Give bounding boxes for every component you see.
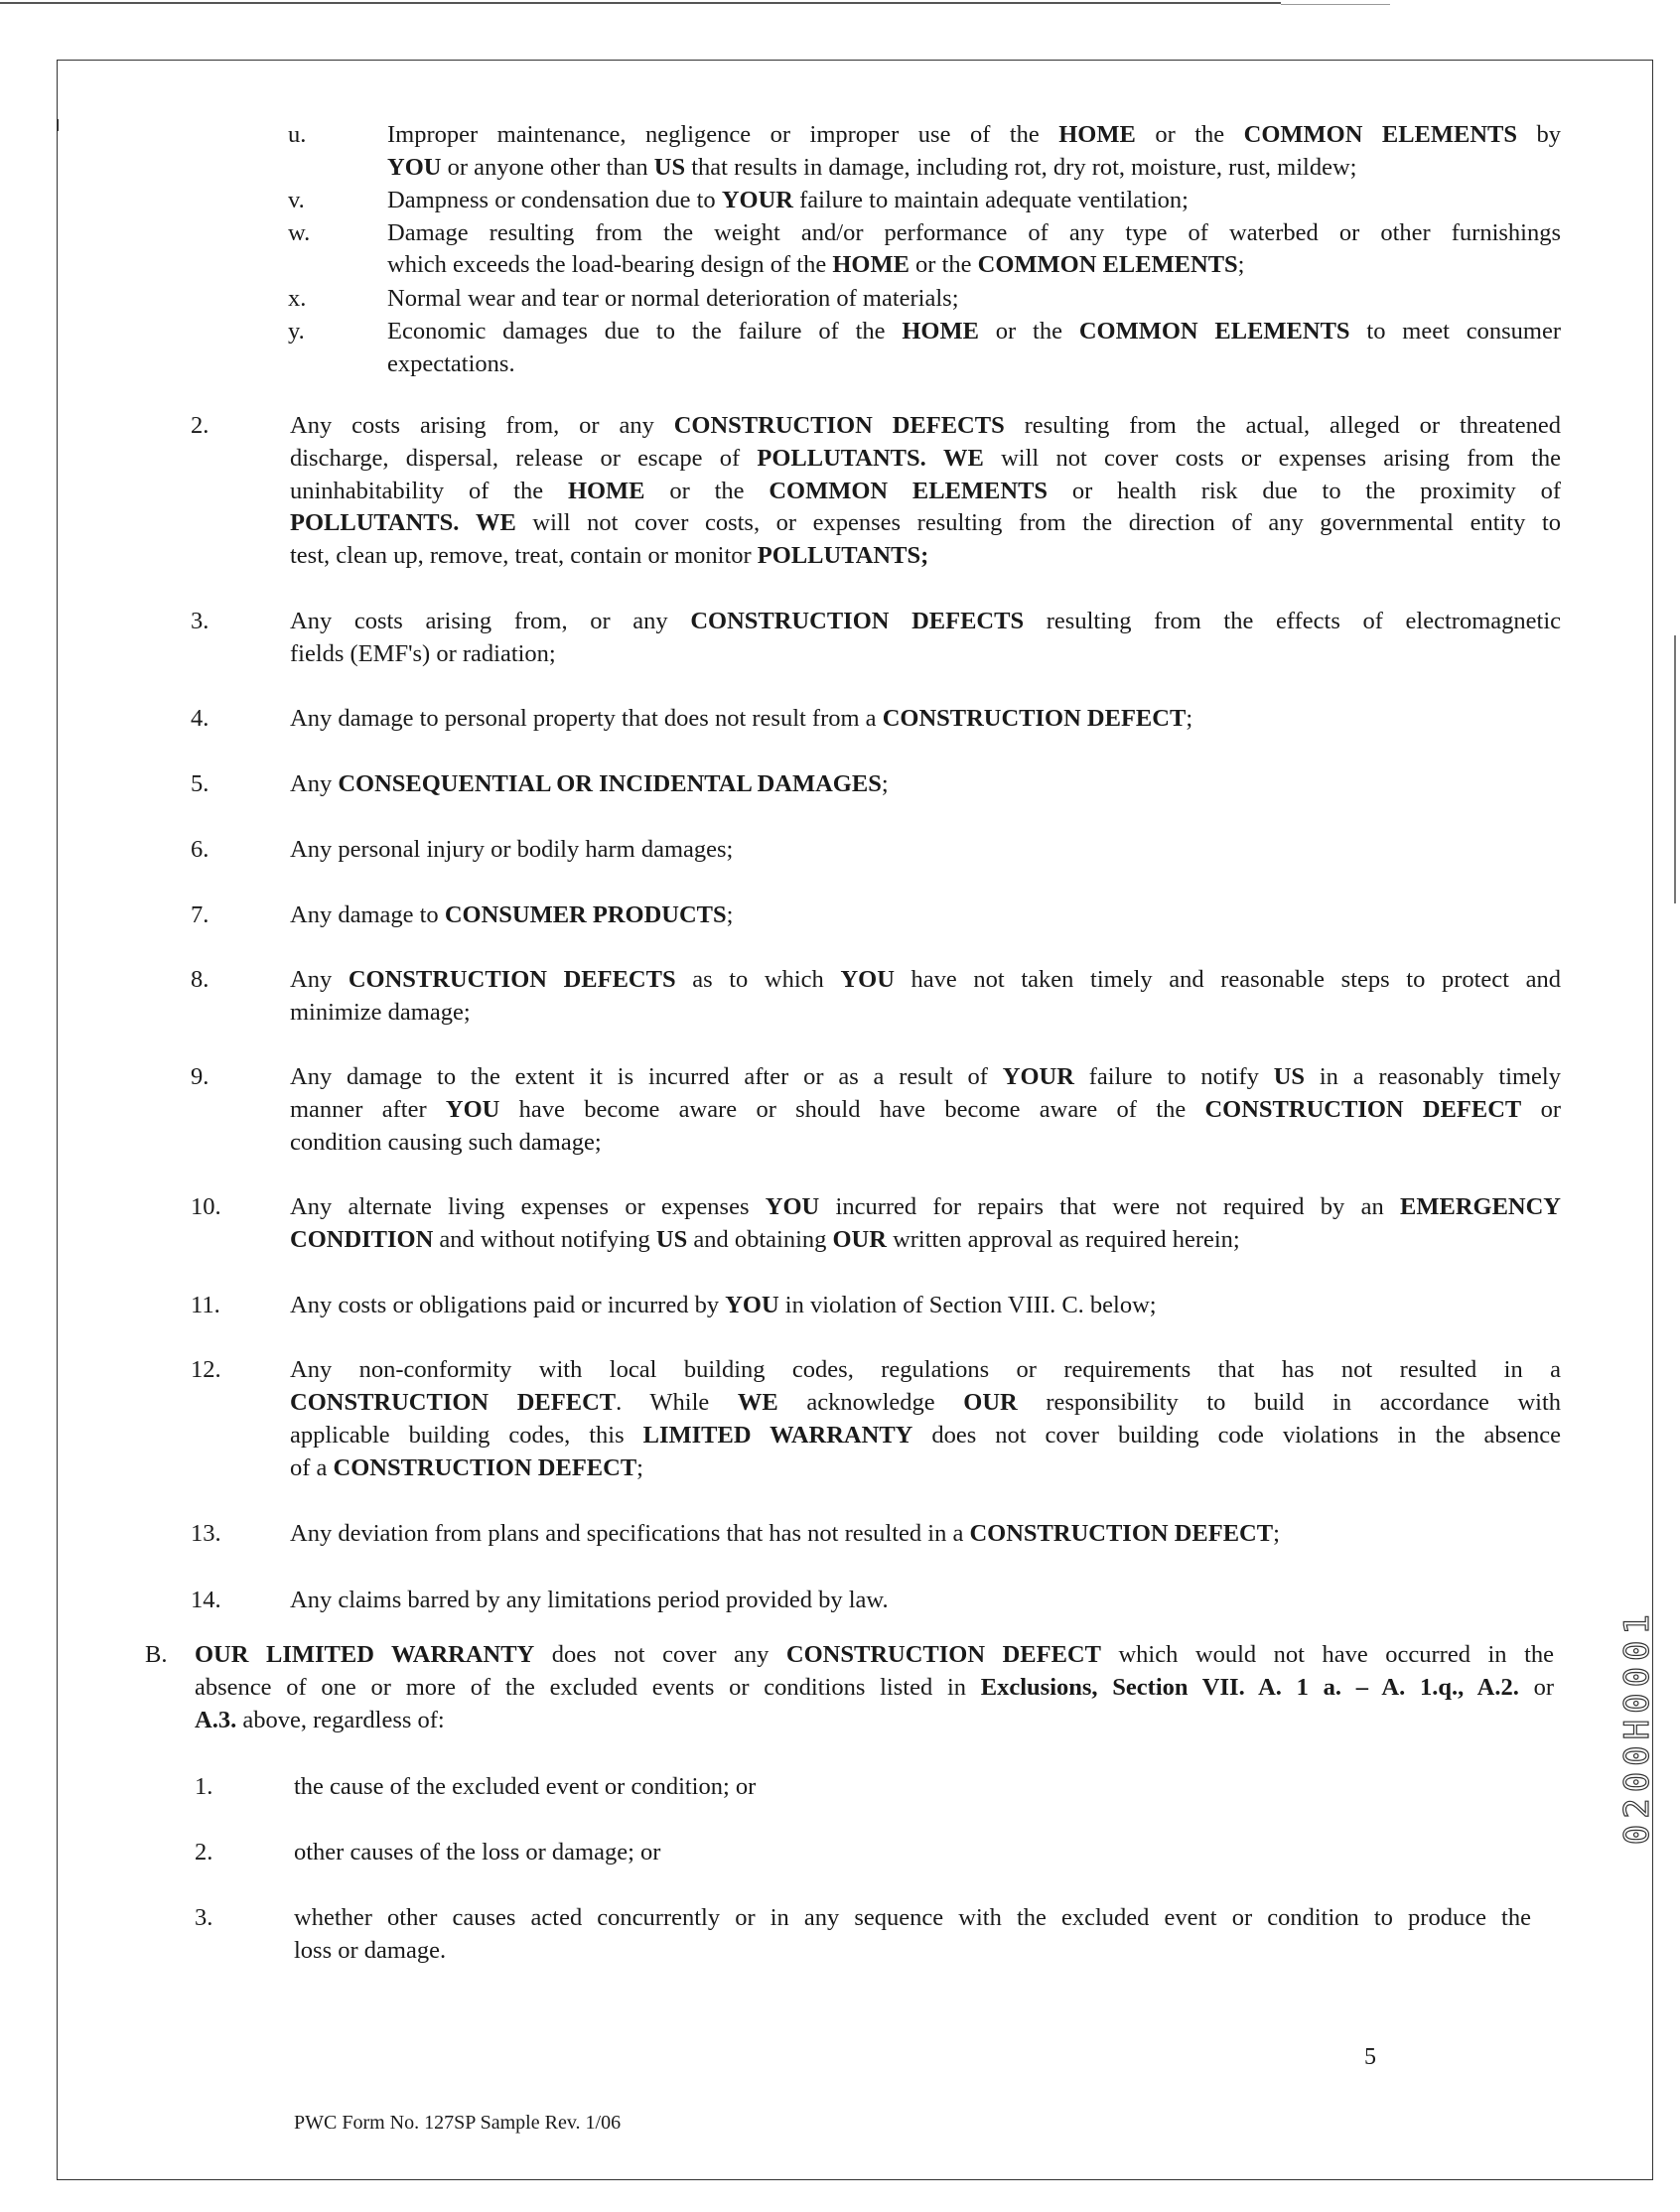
exclusion-2-line-5: test, clean up, remove, treat, contain or monitor POLLUTANTS; [290,542,929,569]
exclusion-2-line-4: POLLUTANTS. WE will not cover costs, or expenses resulting from the direction of any governmental entity to [290,509,1561,536]
exclusion-12-line-4: of a CONSTRUCTION DEFECT; [290,1454,643,1481]
section-b-label: B. [145,1641,168,1668]
form-footer: PWC Form No. 127SP Sample Rev. 1/06 [294,2112,622,2134]
item-x-label: x. [288,285,307,312]
section-b-line-3: A.3. above, regardless of: [195,1707,445,1733]
item-w-line-2: which exceeds the load-bearing design of the HOME or the COMMON ELEMENTS; [387,251,1245,278]
exclusion-9-line-2: manner after YOU have become aware or should have become aware of the CONSTRUCTION DEFECT or [290,1096,1561,1123]
exclusion-3-line-1: Any costs arising from, or any CONSTRUCTION DEFECTS resulting from the effects of electromagnetic [290,608,1561,634]
item-v-line-1: Dampness or condensation due to YOUR failure to maintain adequate ventilation; [387,187,1189,213]
exclusion-14-line-1: Any claims barred by any limitations period provided by law. [290,1587,889,1613]
exclusion-8-line-2: minimize damage; [290,999,471,1026]
exclusion-7-line-1: Any damage to CONSUMER PRODUCTS; [290,901,734,928]
exclusion-2-line-1: Any costs arising from, or any CONSTRUCTION DEFECTS resulting from the actual, alleged or threatened [290,412,1561,439]
exclusion-9-label: 9. [191,1063,210,1090]
exclusion-12-label: 12. [191,1356,221,1383]
exclusion-10-label: 10. [191,1193,221,1220]
exclusion-2-label: 2. [191,412,210,439]
item-v-label: v. [288,187,305,213]
section-b-item-3-line-2: loss or damage. [294,1937,447,1964]
exclusion-3-label: 3. [191,608,210,634]
exclusion-11-line-1: Any costs or obligations paid or incurred by YOU in violation of Section VIII. C. below; [290,1292,1157,1318]
exclusion-9-line-3: condition causing such damage; [290,1129,602,1156]
item-x-line-1: Normal wear and tear or normal deterioration of materials; [387,285,959,312]
section-b-item-2-label: 2. [195,1839,213,1866]
exclusion-13-line-1: Any deviation from plans and specifications that has not resulted in a CONSTRUCTION DEFECT; [290,1520,1280,1547]
page-number: 5 [1364,2044,1376,2070]
item-u-line-2: YOU or anyone other than US that results in damage, including rot, dry rot, moisture, rust, mildew; [387,154,1357,181]
item-y-line-2: expectations. [387,350,515,377]
exclusion-6-line-1: Any personal injury or bodily harm damages; [290,836,734,863]
item-y-line-1: Economic damages due to the failure of the HOME or the COMMON ELEMENTS to meet consumer [387,318,1562,345]
exclusion-10-line-1: Any alternate living expenses or expenses YOU incurred for repairs that were not required by an EMERGENCY [290,1193,1561,1220]
exclusion-9-line-1: Any damage to the extent it is incurred after or as a result of YOUR failure to notify US in a reasonably timely [290,1063,1561,1090]
item-w-label: w. [288,219,311,246]
exclusion-12-line-2: CONSTRUCTION DEFECT. While WE acknowledge OUR responsibility to build in accordance with [290,1389,1562,1416]
exclusion-3-line-2: fields (EMF's) or radiation; [290,640,556,667]
section-b-item-2-line-1: other causes of the loss or damage; or [294,1839,661,1866]
section-b-item-1-line-1: the cause of the excluded event or condition; or [294,1773,757,1800]
border-tick [57,119,59,131]
exclusion-8-line-1: Any CONSTRUCTION DEFECTS as to which YOU have not taken timely and reasonable steps to protect and [290,966,1561,993]
item-u-label: u. [288,121,307,148]
exclusion-12-line-3: applicable building codes, this LIMITED WARRANTY does not cover building code violations in the absence [290,1422,1561,1449]
section-b-item-1-label: 1. [195,1773,213,1800]
exclusion-13-label: 13. [191,1520,221,1547]
exclusion-10-line-2: CONDITION and without notifying US and obtaining OUR written approval as required herein; [290,1226,1240,1253]
scan-top-rule [0,2,1281,4]
exclusion-6-label: 6. [191,836,210,863]
section-b-item-3-line-1: whether other causes acted concurrently or in any sequence with the excluded event or condition to produce the [294,1904,1531,1931]
item-y-label: y. [288,318,305,345]
item-u-line-1: Improper maintenance, negligence or improper use of the HOME or the COMMON ELEMENTS by [387,121,1562,148]
exclusion-5-label: 5. [191,770,210,797]
section-b-item-3-label: 3. [195,1904,213,1931]
exclusion-2-line-2: discharge, dispersal, release or escape of POLLUTANTS. WE will not cover costs or expenses arising from the [290,445,1561,472]
section-b-line-1: OUR LIMITED WARRANTY does not cover any CONSTRUCTION DEFECT which would not have occurred in the [195,1641,1555,1668]
scan-right-edge [1674,635,1676,903]
side-reference-code: 0200H0001 [1617,1608,1657,1846]
section-b-line-2: absence of one or more of the excluded events or conditions listed in Exclusions, Section VII. A. 1 a. – A. 1.q., A.2. or [195,1674,1554,1701]
exclusion-4-label: 4. [191,705,210,732]
item-w-line-1: Damage resulting from the weight and/or performance of any type of waterbed or other furnishings [387,219,1561,246]
exclusion-7-label: 7. [191,901,210,928]
exclusion-5-line-1: Any CONSEQUENTIAL OR INCIDENTAL DAMAGES; [290,770,889,797]
exclusion-14-label: 14. [191,1587,221,1613]
exclusion-12-line-1: Any non-conformity with local building codes, regulations or requirements that has not resulted in a [290,1356,1561,1383]
scan-top-rule-faint [1281,4,1390,5]
exclusion-4-line-1: Any damage to personal property that does not result from a CONSTRUCTION DEFECT; [290,705,1193,732]
exclusion-2-line-3: uninhabitability of the HOME or the COMMON ELEMENTS or health risk due to the proximity of [290,478,1561,504]
exclusion-11-label: 11. [191,1292,220,1318]
exclusion-8-label: 8. [191,966,210,993]
